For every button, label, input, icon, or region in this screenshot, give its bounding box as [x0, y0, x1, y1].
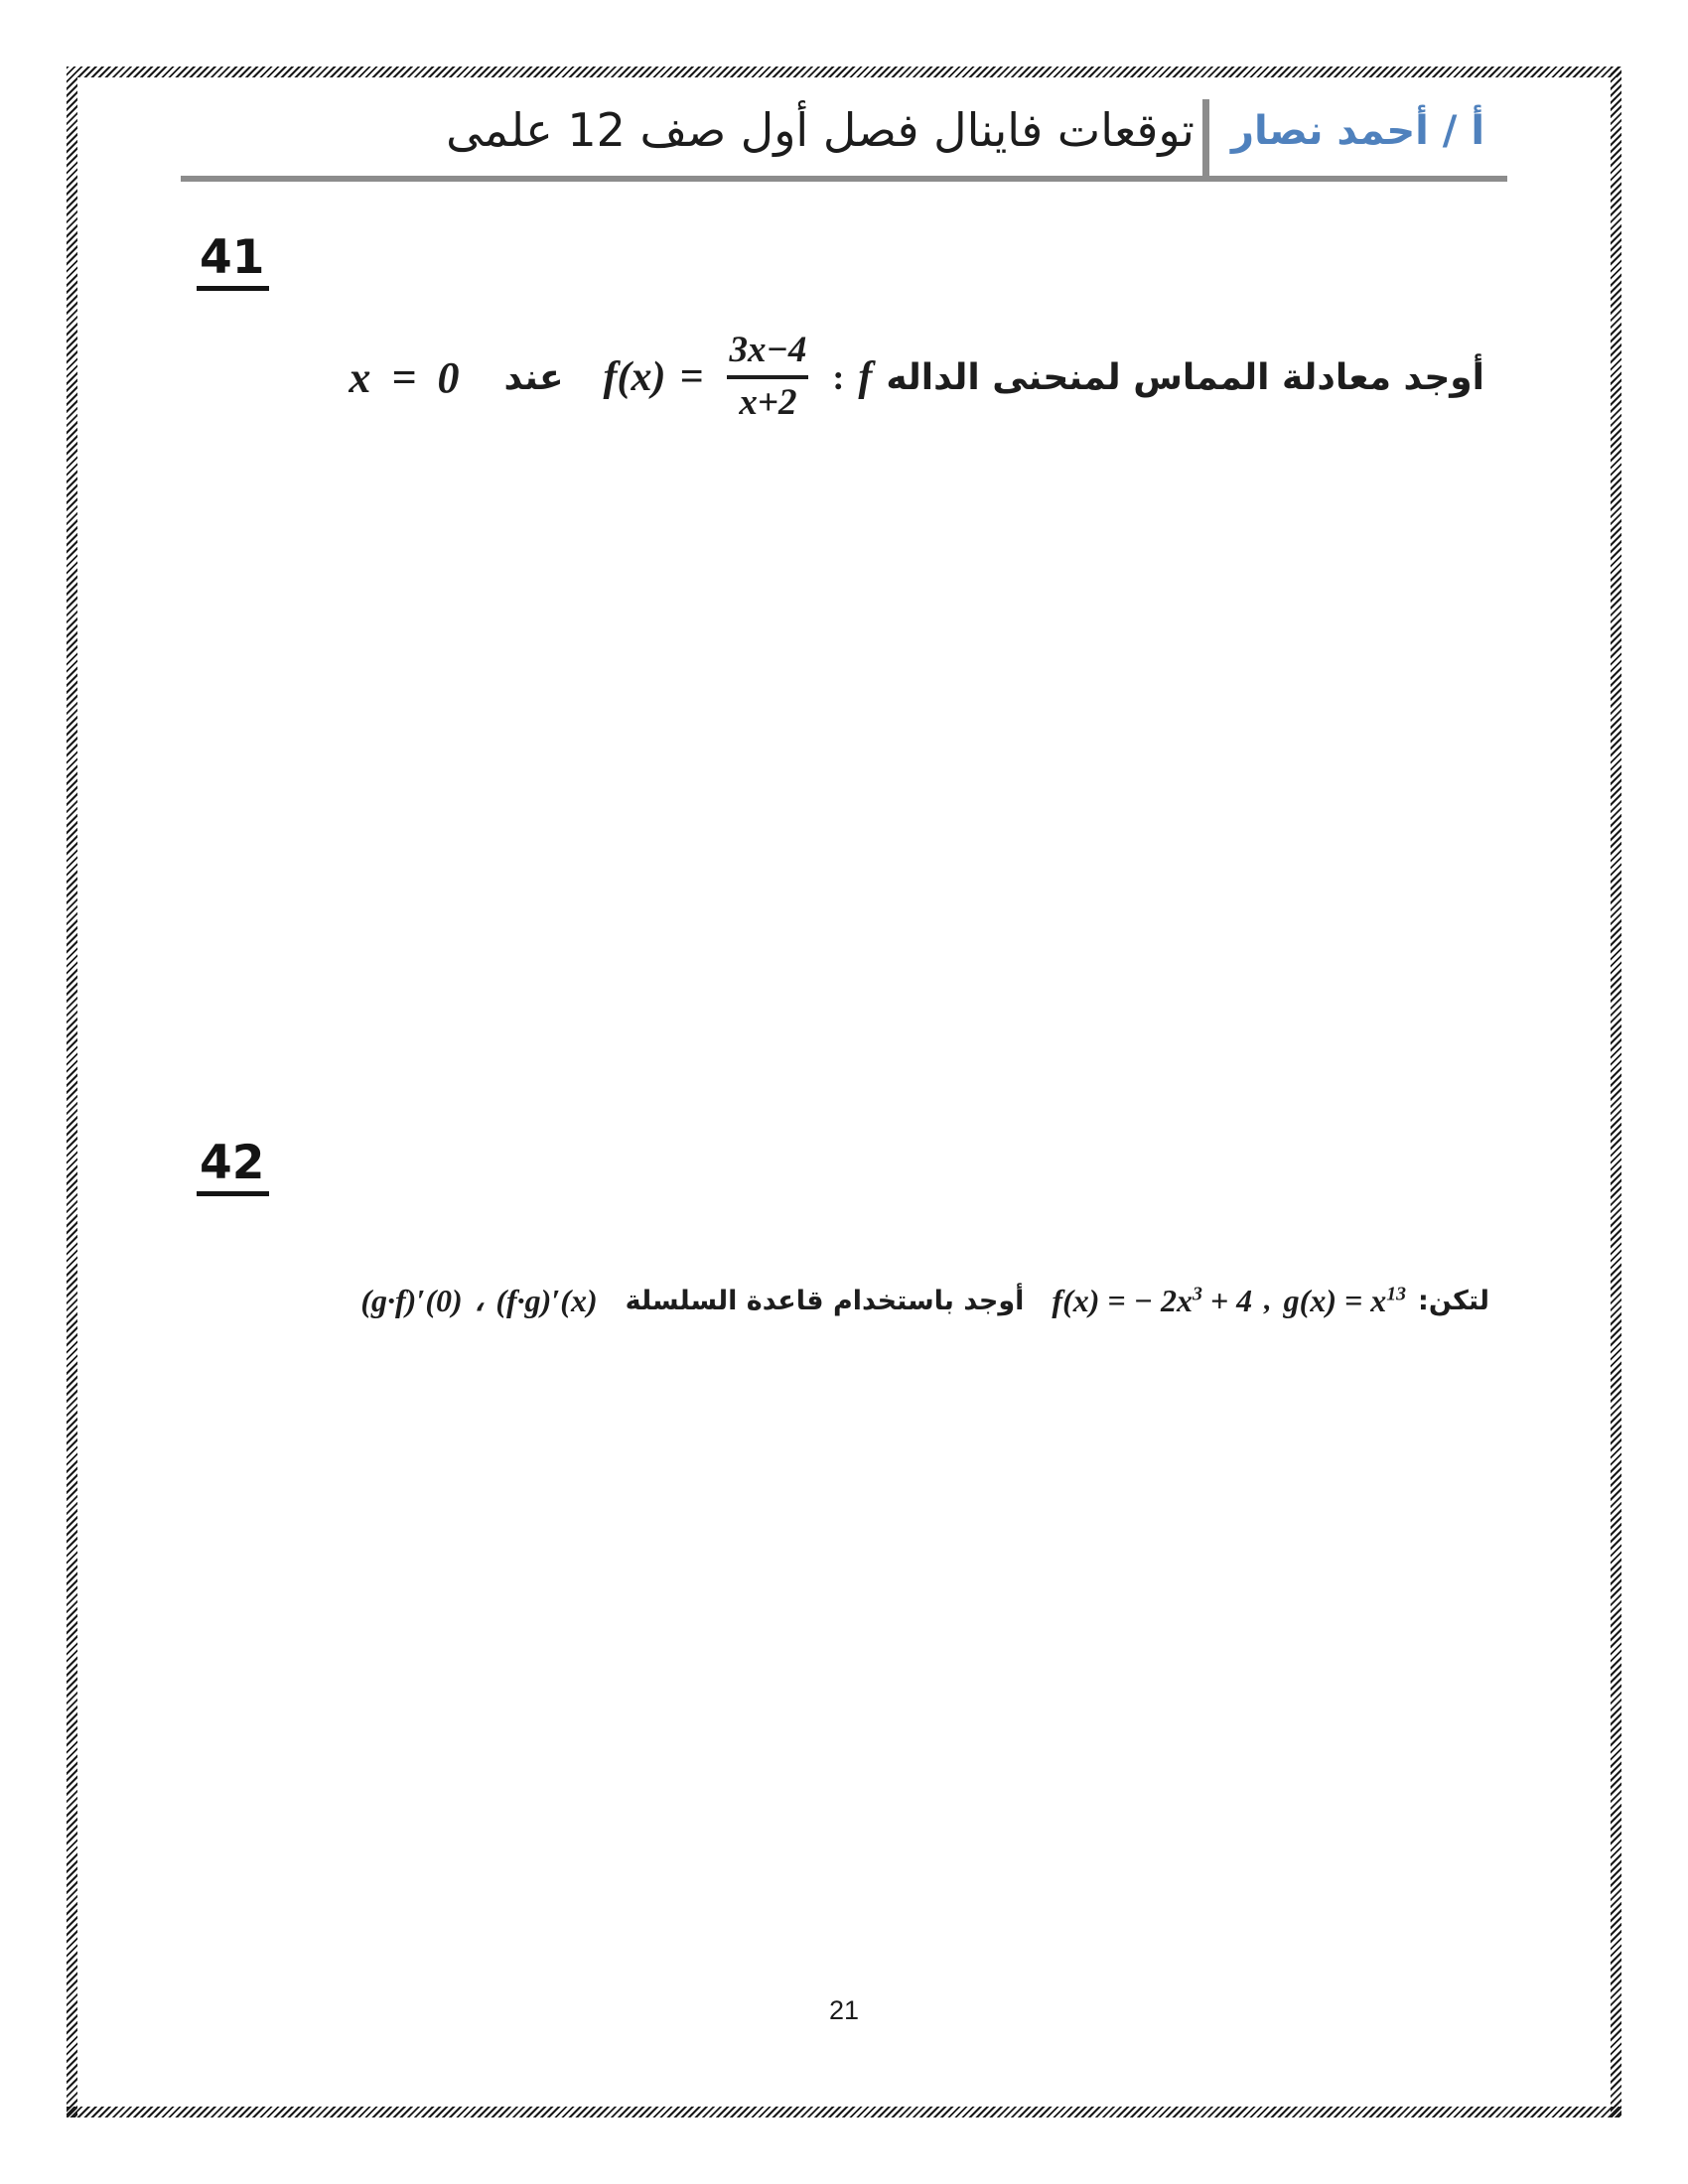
question-42-instruction: أوجد باستخدام قاعدة السلسلة: [625, 1285, 1025, 1316]
question-41-at-value: x = 0: [349, 352, 465, 402]
page-number: 21: [828, 1995, 860, 2025]
question-41-prompt: أوجد معادلة المماس لمنحنى الداله: [886, 356, 1484, 398]
fraction-denominator: x+2: [727, 375, 808, 425]
fraction-numerator: 3x−4: [729, 330, 807, 371]
page-border-bottom: [67, 2107, 1621, 2117]
question-41-statement: [194, 318, 1484, 437]
question-42-g-definition: [1284, 1283, 1406, 1319]
composition-f-of-g: (f·g)′(x): [495, 1282, 598, 1318]
f-exponent: 3: [1193, 1282, 1202, 1304]
fraction: [717, 330, 818, 424]
page-border-left: [67, 67, 77, 2117]
header-divider-bar: [1202, 99, 1209, 179]
page-title: توقعات فاينال فصل أول صف 12 علمى: [446, 103, 1195, 157]
question-41-at-word: عند: [503, 356, 564, 398]
question-41-lhs: f(x): [603, 354, 666, 400]
arabic-comma: ،: [474, 1284, 485, 1317]
question-41-function-equation: [604, 330, 819, 424]
question-41-function-symbol: f: [858, 354, 873, 400]
equals-sign: =: [679, 354, 704, 400]
f-definition-base: f(x) = − 2x: [1052, 1282, 1193, 1318]
question-42-number: 42: [197, 1136, 269, 1196]
question-42-let-word: لتكن:: [1418, 1285, 1489, 1316]
question-41-colon: :: [832, 357, 845, 397]
question-42-statement: [157, 1255, 1489, 1346]
header-underline: [181, 176, 1507, 182]
question-42-f-definition: [1052, 1283, 1252, 1319]
page-border-top: [67, 67, 1621, 77]
page-border-right: [1611, 67, 1621, 2117]
f-definition-tail: + 4: [1209, 1282, 1253, 1318]
composition-g-of-f: (g·f)′(0): [360, 1282, 463, 1318]
latin-comma: ,: [1264, 1284, 1272, 1316]
g-definition-base: g(x) = x: [1283, 1282, 1387, 1318]
teacher-name: أ / أحمد نصار: [1231, 108, 1485, 154]
question-41-number: 41: [197, 230, 269, 291]
g-exponent: 13: [1386, 1282, 1407, 1304]
